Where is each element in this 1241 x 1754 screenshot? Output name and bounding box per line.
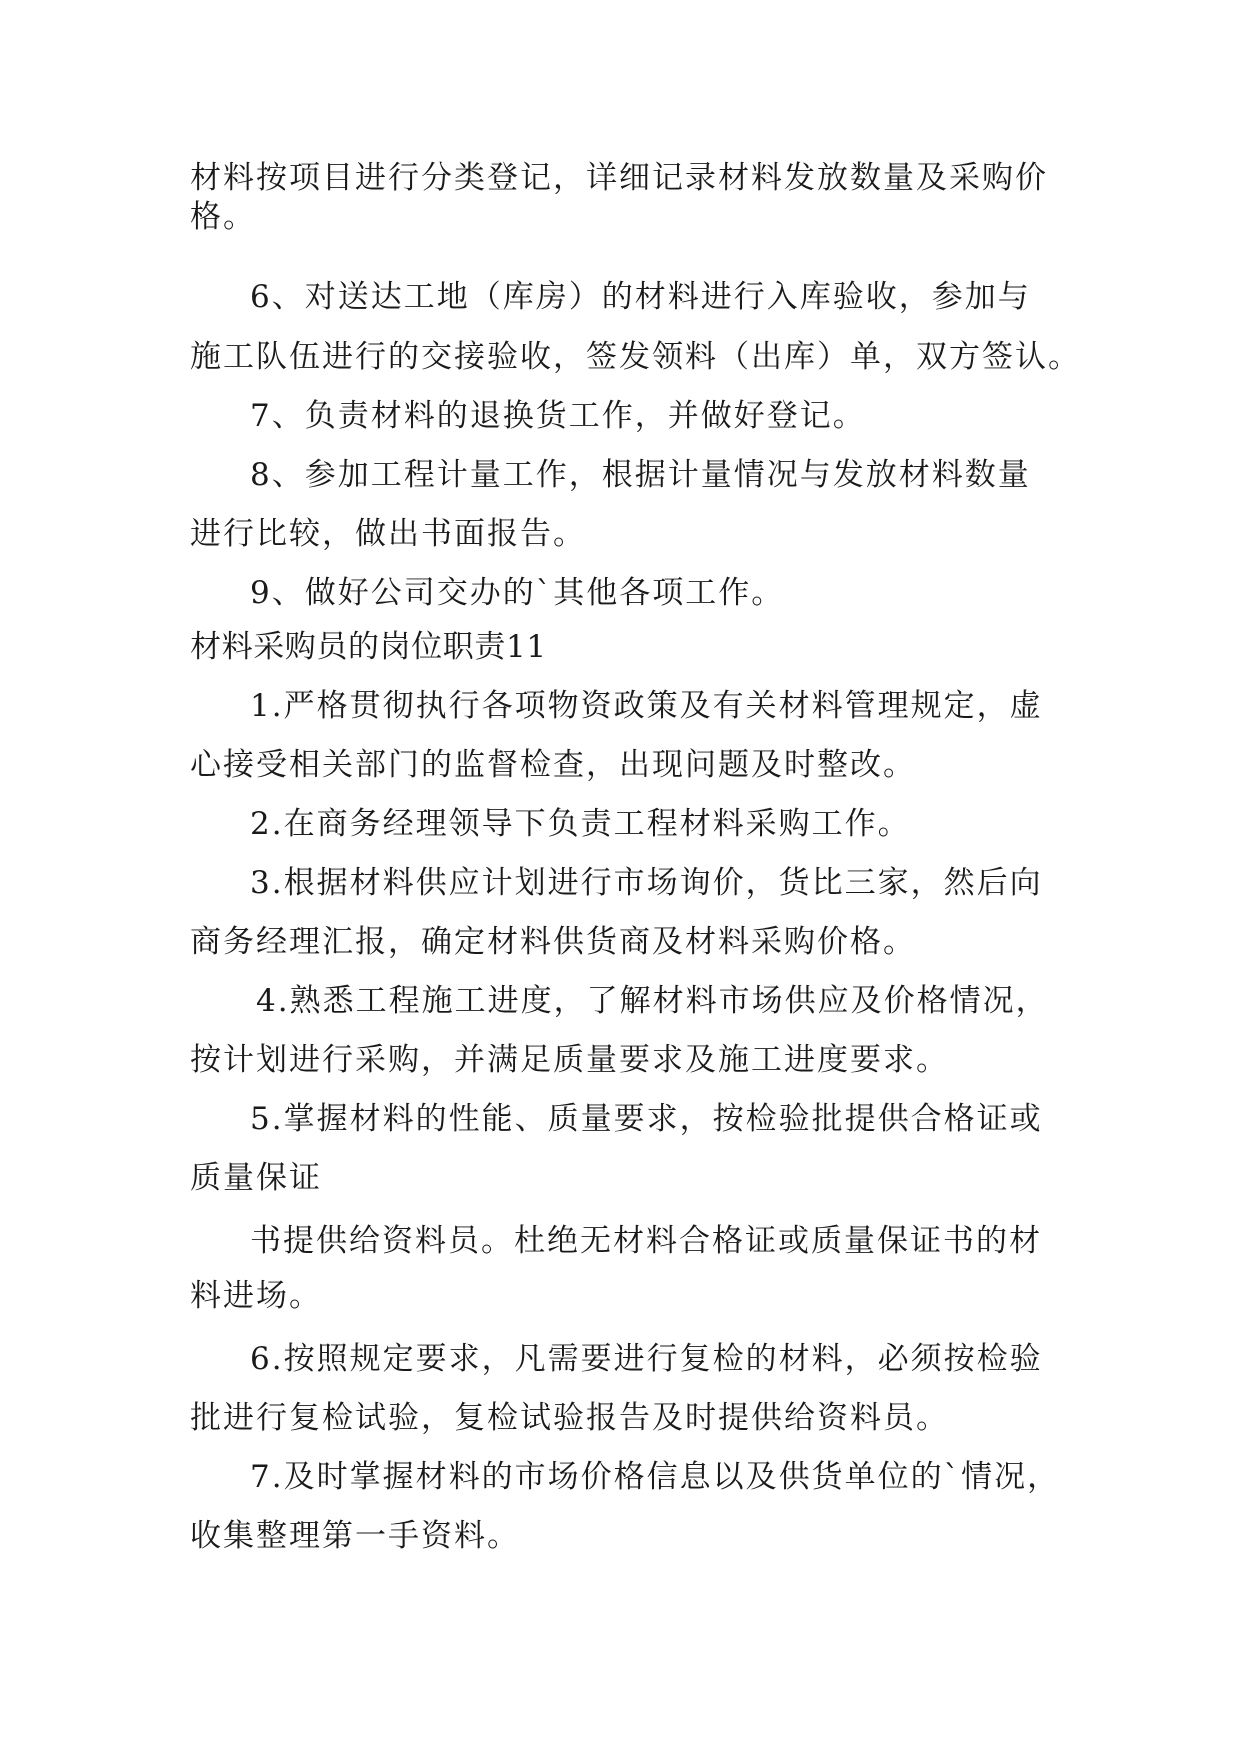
paragraph-line: 书提供给资料员。杜绝无材料合格证或质量保证书的材 bbox=[250, 1223, 1042, 1259]
paragraph-line: 施工队伍进行的交接验收，签发领料（出库）单，双方签认。 bbox=[190, 339, 1081, 375]
paragraph-line: 质量保证 bbox=[190, 1160, 322, 1196]
paragraph-line: 7、负责材料的退换货工作，并做好登记。 bbox=[250, 398, 866, 434]
paragraph-line: 3.根据材料供应计划进行市场询价，货比三家，然后向 bbox=[250, 865, 1043, 901]
paragraph-line: 收集整理第一手资料。 bbox=[190, 1518, 520, 1554]
paragraph-line: 7.及时掌握材料的市场价格信息以及供货单位的`情况， bbox=[250, 1459, 1061, 1495]
paragraph-line: 8、参加工程计量工作，根据计量情况与发放材料数量 bbox=[250, 457, 1031, 493]
paragraph-line: 按计划进行采购，并满足质量要求及施工进度要求。 bbox=[190, 1042, 949, 1078]
paragraph-line: 料进场。 bbox=[190, 1278, 322, 1314]
paragraph-line: 6.按照规定要求，凡需要进行复检的材料，必须按检验 bbox=[250, 1341, 1043, 1377]
paragraph-line: 材料按项目进行分类登记，详细记录材料发放数量及采购价 bbox=[190, 160, 1048, 196]
paragraph-line: 进行比较，做出书面报告。 bbox=[190, 516, 586, 552]
paragraph-line: 格。 bbox=[190, 199, 256, 235]
paragraph-line: 6、对送达工地（库房）的材料进行入库验收，参加与 bbox=[250, 279, 1031, 315]
paragraph-line: 商务经理汇报，确定材料供货商及材料采购价格。 bbox=[190, 924, 916, 960]
paragraph-line: 4.熟悉工程施工进度，了解材料市场供应及价格情况， bbox=[256, 983, 1049, 1019]
section-heading: 材料采购员的岗位职责11 bbox=[190, 629, 547, 665]
paragraph-line: 心接受相关部门的监督检查，出现问题及时整改。 bbox=[190, 747, 916, 783]
paragraph-line: 9、做好公司交办的`其他各项工作。 bbox=[250, 575, 785, 611]
paragraph-line: 2.在商务经理领导下负责工程材料采购工作。 bbox=[250, 806, 911, 842]
paragraph-line: 5.掌握材料的性能、质量要求，按检验批提供合格证或 bbox=[250, 1101, 1043, 1137]
paragraph-line: 1.严格贯彻执行各项物资政策及有关材料管理规定，虚 bbox=[250, 688, 1043, 724]
paragraph-line: 批进行复检试验，复检试验报告及时提供给资料员。 bbox=[190, 1400, 949, 1436]
